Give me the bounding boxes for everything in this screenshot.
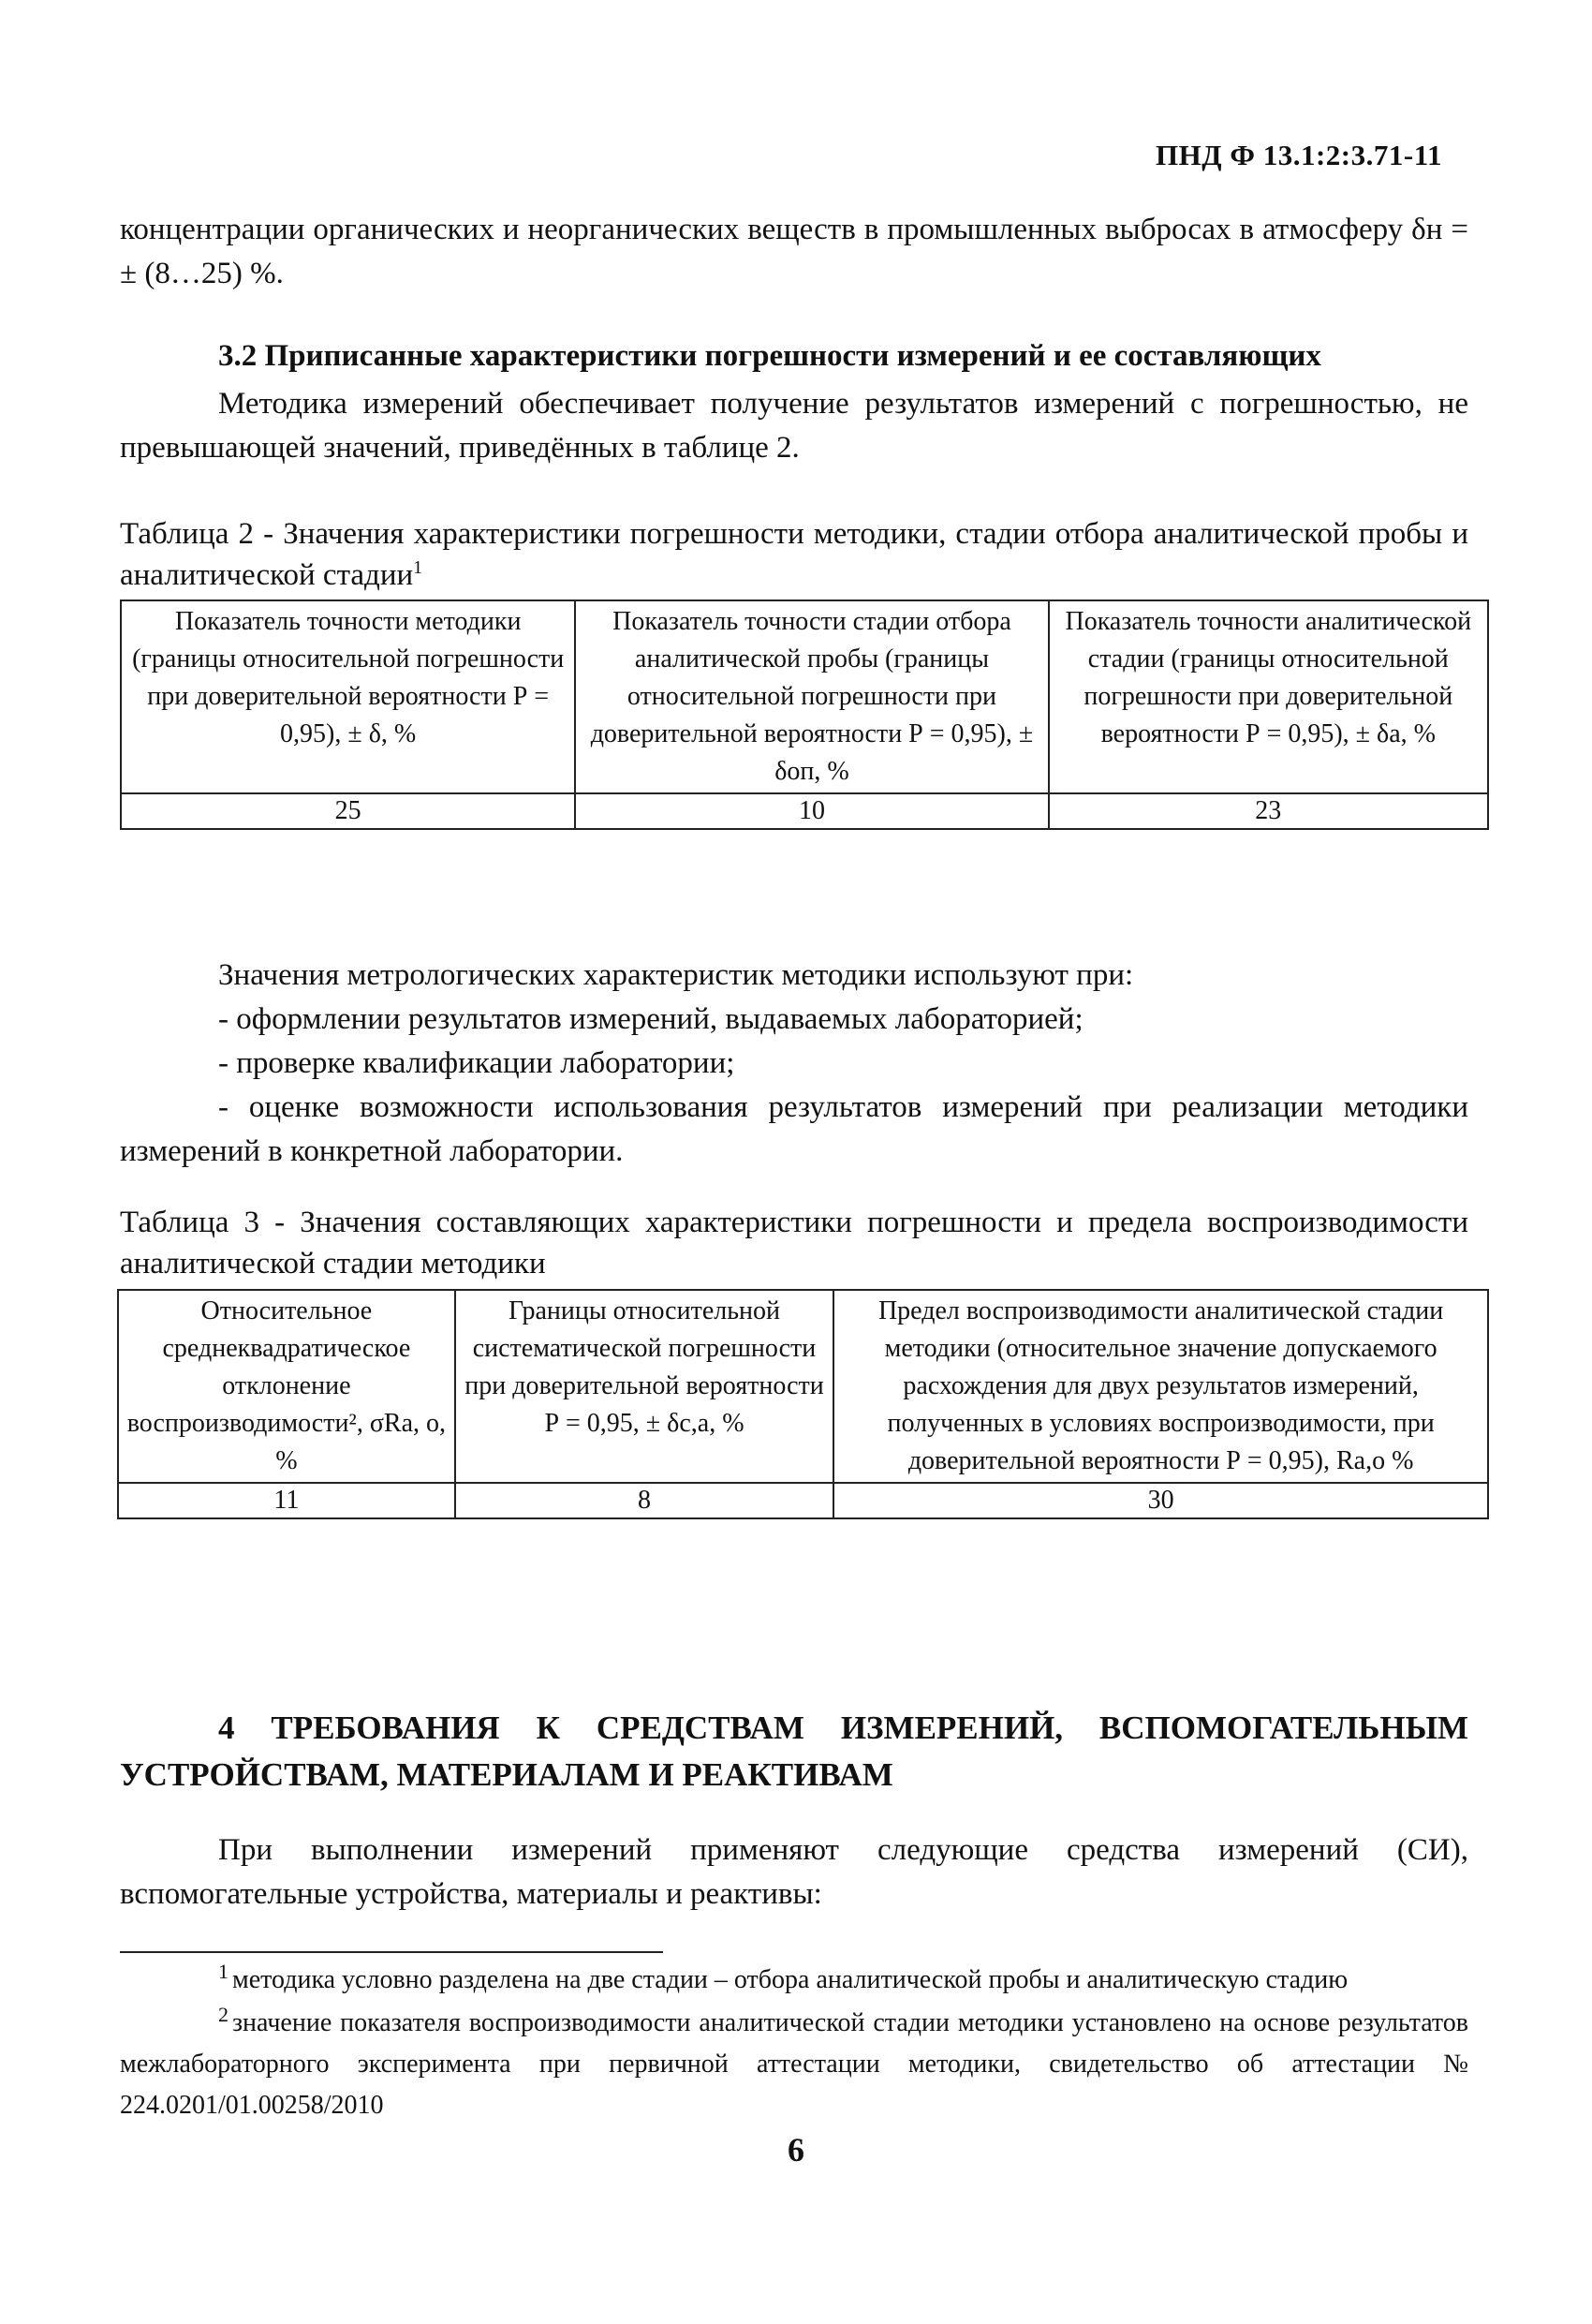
table3-value-cell: 8	[455, 1483, 833, 1518]
table2-value-cell: 23	[1049, 793, 1488, 829]
section-title: 3.2 Приписанные характеристики погрешности измерений и ее составляющих	[218, 339, 1321, 373]
usage-item: - оформлении результатов измерений, выдаваемых лабораторией;	[218, 1002, 1083, 1036]
table2-caption-text: Таблица 2 - Значения характеристики погрешности методики, стадии отбора аналитической пробы и аналитической стадии	[120, 517, 1468, 592]
footnote-divider	[120, 1951, 663, 1953]
table2-header-cell: Показатель точности методики (границы относительной погрешности при доверительной вероятности Р = 0,95), ± δ, %	[121, 600, 575, 793]
table3-value-row	[118, 1483, 1488, 1518]
footnote-text: методика условно разделена на две стадии – отбора аналитической пробы и аналитическую стадию	[232, 1965, 1349, 1994]
table-3	[117, 1289, 1489, 1519]
table2-footnote-mark: 1	[413, 557, 423, 578]
table2-header-cell: Показатель точности стадии отбора аналитической пробы (границы относительной погрешности при доверительной вероятности Р = 0,95), ± δоп, %	[575, 600, 1048, 793]
table-2	[120, 600, 1489, 830]
table2-value-cell: 10	[575, 793, 1048, 829]
table3-header-cell: Границы относительной систематической погрешности при доверительной вероятности Р = 0,95, ± δс,а, %	[455, 1290, 833, 1483]
chapter-paragraph: При выполнении измерений применяют следующие средства измерений (СИ), вспомогательные устройства, материалы и реактивы:	[120, 1833, 1468, 1911]
footnote-mark: 1	[218, 1959, 228, 1983]
chapter-title: 4 ТРЕБОВАНИЯ К СРЕДСТВАМ ИЗМЕРЕНИЙ, ВСПОМОГАТЕЛЬНЫМ УСТРОЙСТВАМ, МАТЕРИАЛАМ И РЕАКТИВАМ	[120, 1710, 1468, 1793]
intro-paragraph: концентрации органических и неорганических веществ в промышленных выбросах в атмосферу δн = ± (8…25) %.	[120, 213, 1468, 290]
table2-value-row	[121, 793, 1488, 829]
page-number: 6	[788, 2131, 804, 2169]
footnote	[120, 2003, 1468, 2126]
footnote	[120, 1960, 1468, 2001]
table3-header-row	[118, 1290, 1488, 1483]
table2-header-row	[121, 600, 1488, 793]
table3-value-cell: 30	[833, 1483, 1488, 1518]
section-paragraph: Методика измерений обеспечивает получение результатов измерений с погрешностью, не превышающей значений, приведённых в таблице 2.	[120, 387, 1468, 465]
table3-header-cell: Относительное среднеквадратическое отклонение воспроизводимости², σRа, о, %	[118, 1290, 455, 1483]
table3-value-cell: 11	[118, 1483, 455, 1518]
document-code: ПНД Ф 13.1:2:3.71-11	[1156, 139, 1442, 171]
table2-header-cell: Показатель точности аналитической стадии (границы относительной погрешности при доверительной вероятности Р = 0,95), ± δа, %	[1049, 600, 1488, 793]
usage-intro: Значения метрологических характеристик методики используют при:	[218, 958, 1134, 992]
usage-item: - оценке возможности использования результатов измерений при реализации методики измерений в конкретной лаборатории.	[120, 1090, 1468, 1168]
usage-item: - проверке квалификации лаборатории;	[218, 1046, 735, 1080]
footnote-mark: 2	[218, 2002, 228, 2026]
table3-caption: Таблица 3 - Значения составляющих характеристики погрешности и предела воспроизводимости аналитической стадии методики	[120, 1206, 1468, 1280]
table2-caption	[120, 513, 1468, 596]
table2-value-cell: 25	[121, 793, 575, 829]
table3-header-cell: Предел воспроизводимости аналитической стадии методики (относительное значение допускаемого расхождения для двух результатов измерений, полученных в условиях воспроизводимости, при доверительной вероятности Р = 0,95), Rа,о %	[833, 1290, 1488, 1483]
footnote-text: значение показателя воспроизводимости аналитической стадии методики установлено на основе результатов межлабораторного эксперимента при первичной аттестации методики, свидетельство об аттестации № 224.0201/01.00258/2010	[120, 2008, 1468, 2120]
